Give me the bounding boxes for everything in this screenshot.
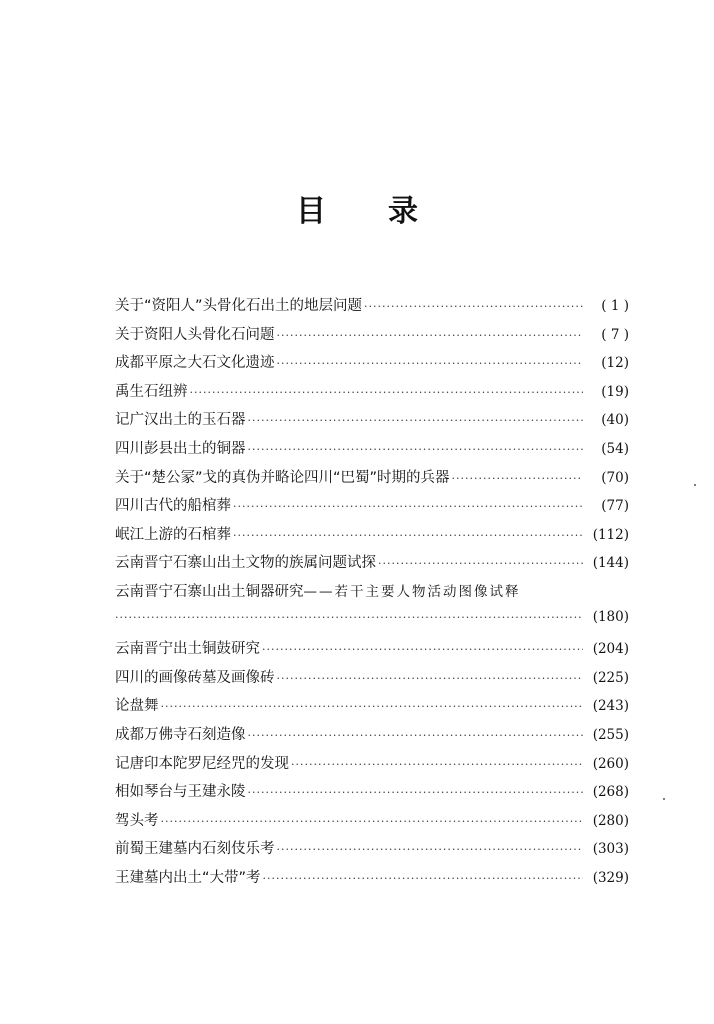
toc-entry-title: 记广汉出土的玉石器: [115, 412, 246, 429]
toc-entry-page: (40): [601, 412, 629, 429]
toc-entry-page: (329): [592, 869, 629, 886]
toc-entry-title: 王建墓内出土“大带”考: [115, 869, 261, 886]
toc-leader-dots: [233, 500, 583, 513]
toc-entry[interactable]: [115, 752, 629, 781]
toc-leader-dots: [277, 357, 584, 370]
toc-leader-dots: [452, 472, 583, 485]
toc-leader-dots: [262, 643, 583, 656]
toc-entry-page: (204): [592, 641, 629, 658]
toc-entry[interactable]: [115, 837, 629, 866]
toc-entry-page: (112): [592, 526, 629, 543]
toc-entry-title: 成都平原之大石文化遗迹: [115, 355, 275, 372]
toc-entry-title: 四川的画像砖墓及画像砖: [115, 669, 275, 686]
toc-entry-page: (303): [592, 841, 629, 858]
toc-entry[interactable]: [115, 380, 629, 409]
toc-entry-title: 四川彭县出土的铜器: [115, 440, 246, 457]
toc-entry[interactable]: [115, 809, 629, 838]
toc-entry-page: (70): [601, 469, 629, 486]
toc-entry-page: (280): [592, 812, 629, 829]
toc-leader-dots: [115, 611, 583, 624]
toc-leader-dots: [248, 443, 584, 456]
toc-entry-title: 相如琴台与王建永陵: [115, 784, 246, 801]
toc-entry-title: 云南晋宁出土铜鼓研究: [115, 641, 260, 658]
toc-entry-page: (54): [601, 440, 629, 457]
toc-entry-page: (255): [592, 726, 629, 743]
toc-leader-dots: [161, 700, 584, 713]
toc-entry-title: 驾头考: [115, 812, 159, 829]
toc-entry-page: (144): [592, 555, 629, 572]
toc-entry-page: ( 1 ): [601, 298, 629, 314]
toc-leader-dots: [277, 672, 584, 685]
page-title-part2: 录: [388, 194, 418, 229]
toc-entry[interactable]: [115, 551, 629, 580]
toc-entry[interactable]: [115, 694, 629, 723]
toc-leader-dots: [263, 872, 583, 885]
toc-entry[interactable]: [115, 637, 629, 666]
toc-entry-page: (268): [592, 784, 629, 801]
toc-entry-title: 四川古代的船棺葬: [115, 498, 231, 515]
scan-speck: [663, 798, 665, 800]
toc-entry[interactable]: [115, 780, 629, 809]
toc-entry-page: (19): [601, 383, 629, 400]
toc-entry-title: 成都万佛寺石刻造像: [115, 726, 246, 743]
toc-entry[interactable]: [115, 294, 629, 323]
toc-leader-dots: [277, 843, 584, 856]
toc-entry-subtitle: ——若干主要人物活动图像试释: [303, 583, 521, 600]
toc-entry-title: 前蜀王建墓内石刻伎乐考: [115, 841, 275, 858]
toc-leader-dots: [248, 414, 584, 427]
toc-entry-page: ( 7 ): [601, 326, 629, 343]
toc-entry-page: (12): [601, 355, 629, 372]
toc-entry-page: (225): [592, 669, 629, 686]
toc-leader-dots: [248, 729, 584, 742]
toc-entry[interactable]: [115, 523, 629, 552]
table-of-contents: [115, 294, 629, 894]
toc-entry-page: (260): [592, 755, 629, 772]
toc-entry[interactable]: [115, 351, 629, 380]
toc-entry-title: 关于资阳人头骨化石问题: [115, 326, 275, 343]
page-title: [0, 186, 714, 230]
toc-entry-title: 岷江上游的石棺葬: [115, 526, 231, 543]
toc-leader-dots: [277, 329, 584, 342]
toc-entry[interactable]: [115, 408, 629, 437]
toc-entry-continuation[interactable]: [115, 609, 629, 638]
toc-entry[interactable]: [115, 866, 629, 895]
toc-leader-dots: [364, 300, 583, 313]
toc-entry[interactable]: [115, 437, 629, 466]
toc-entry-page: (243): [592, 698, 629, 715]
toc-entry-title: 关于“楚公冡”戈的真伪并略论四川“巴蜀”时期的兵器: [115, 469, 450, 486]
toc-entry-title: 关于“资阳人”头骨化石出土的地层问题: [115, 298, 363, 314]
toc-entry-title: 云南晋宁石寨山出土铜器研究: [115, 583, 304, 600]
toc-leader-dots: [233, 529, 583, 542]
toc-leader-dots: [248, 786, 584, 799]
toc-leader-dots: [378, 557, 583, 570]
toc-entry[interactable]: [115, 466, 629, 495]
toc-entry[interactable]: [115, 723, 629, 752]
toc-leader-dots: [161, 815, 584, 828]
toc-entry-page: (77): [601, 498, 629, 515]
page-title-part1: 目: [296, 194, 326, 229]
toc-entry-page: (180): [592, 608, 629, 625]
toc-entry-title: 记唐印本陀罗尼经咒的发现: [115, 755, 289, 772]
toc-leader-dots: [291, 758, 583, 771]
toc-entry[interactable]: [115, 580, 629, 609]
toc-entry-title: 论盘舞: [115, 698, 159, 715]
toc-entry[interactable]: [115, 666, 629, 695]
toc-entry-title: 云南晋宁石寨山出土文物的族属问题试探: [115, 555, 376, 572]
toc-entry-title: 禹生石纽辨: [115, 383, 188, 400]
toc-entry[interactable]: [115, 494, 629, 523]
toc-entry[interactable]: [115, 323, 629, 352]
scan-speck: [694, 484, 696, 486]
toc-leader-dots: [190, 386, 584, 399]
